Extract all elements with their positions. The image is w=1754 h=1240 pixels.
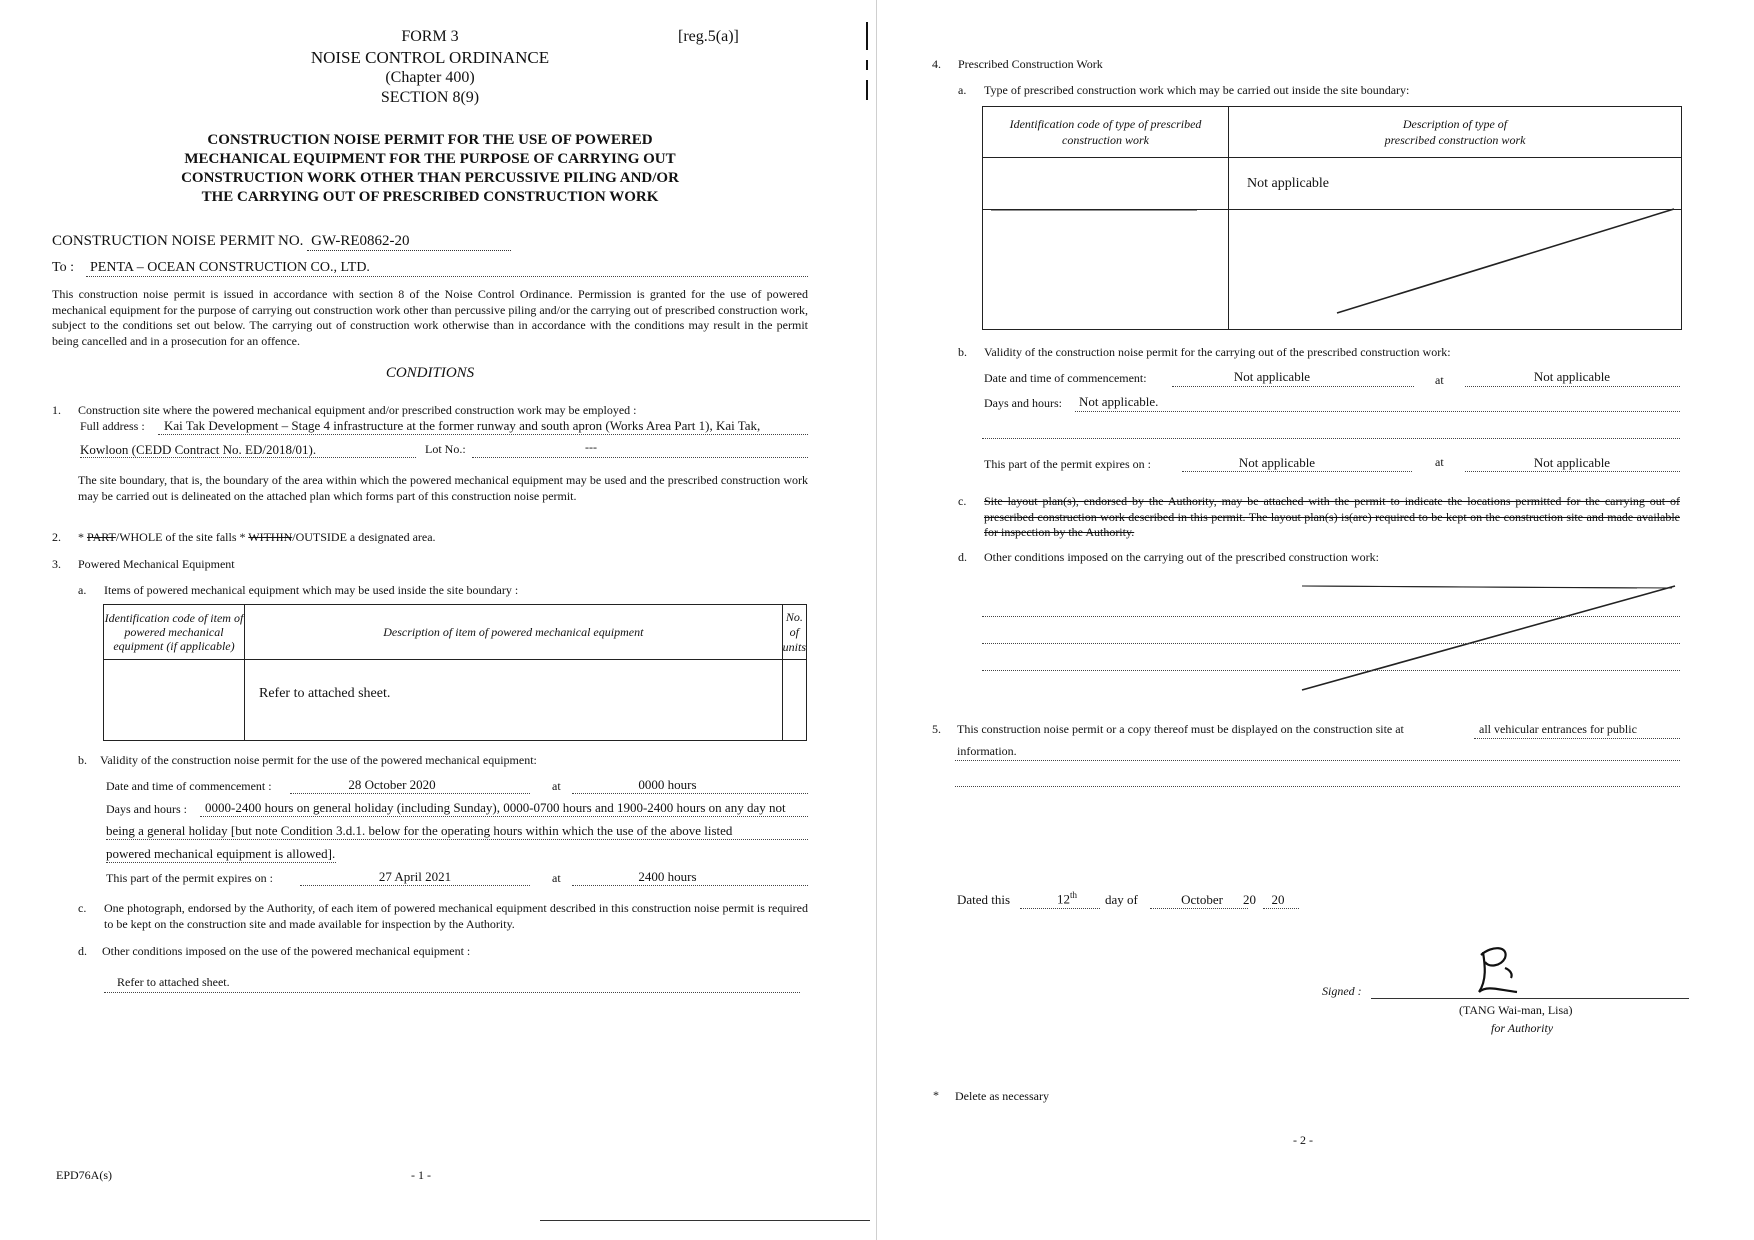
pme-commencement-time: 0000 hours (638, 777, 697, 792)
delete-note: Delete as necessary (955, 1089, 1049, 1103)
pcw-days-value: Not applicable. (1079, 394, 1159, 409)
pcw-commencement-time: Not applicable (1533, 369, 1611, 384)
permit-number-label: CONSTRUCTION NOISE PERMIT NO. (52, 233, 304, 249)
full-address-line-1: Kai Tak Development – Stage 4 infrastructure at the former runway and south apron (Works Area Part 1), Kai Tak, (164, 418, 761, 433)
addressee: PENTA – OCEAN CONSTRUCTION CO., LTD. (90, 260, 370, 275)
dated-year-suffix: 20 (1271, 892, 1285, 907)
chapter: (Chapter 400) (385, 69, 475, 86)
intro-paragraph: This construction noise permit is issued in accordance with section 8 of the Noise Control Ordinance. Permission is granted for the use of powered mechanical equipment for the purpose of carrying out construction work other than percussive piling and/or the carrying out of prescribed construction work, subject to the conditions set out below. The carrying out of construction work otherwise than in accordance with the conditions may result in the permit being cancelled and in a prosecution for an offence. (52, 287, 808, 348)
regulation-ref: [reg.5(a)] (678, 28, 739, 45)
pcw-expiry-date: Not applicable (1238, 455, 1316, 470)
site-boundary-text: The site boundary, that is, the boundary of the area within which the powered mechanical equipment may be used and the prescribed construction work may be carried out is delineated on the attached plan which forms part of this construction noise permit. (78, 473, 808, 503)
condition-3b-text: Validity of the construction noise permit for the use of the powered mechanical equipment: (100, 753, 537, 767)
pme-commencement-label: Date and time of commencement : (106, 779, 272, 793)
condition-3a-letter: a. (78, 583, 87, 597)
pme-days-line-1: 0000-2400 hours on general holiday (including Sunday), 0000-0700 hours and 1900-2400 hours on any day not (205, 800, 786, 815)
condition-3b-letter: b. (78, 753, 87, 767)
condition-4b-letter: b. (958, 345, 967, 359)
form-code: EPD76A(s) (56, 1168, 112, 1182)
pme-header-units: No. of units (782, 605, 806, 660)
pme-days-line-3: powered mechanical equipment is allowed]. (106, 846, 336, 861)
condition-3a-text: Items of powered mechanical equipment which may be used inside the site boundary : (104, 583, 519, 597)
conditions-heading: CONDITIONS (385, 365, 475, 381)
pme-commencement-date: 28 October 2020 (348, 777, 436, 792)
page-number-2: - 2 - (1293, 1133, 1313, 1147)
pme-expiry-at-label: at (552, 871, 561, 885)
delete-asterisk: * (933, 1088, 939, 1102)
pme-expiry-date: 27 April 2021 (378, 869, 452, 884)
full-address-label: Full address : (80, 419, 145, 433)
condition-4-title: Prescribed Construction Work (958, 57, 1103, 71)
pme-cell-units (782, 660, 806, 741)
day-of-label: day of (1105, 892, 1138, 907)
full-address-line-2: Kowloon (CEDD Contract No. ED/2018/01). (80, 442, 317, 457)
pme-header-code: Identification code of item of powered mechanical equipment (if applicable) (104, 605, 245, 660)
pme-expiry-label: This part of the permit expires on : (106, 871, 273, 885)
condition-4-number: 4. (932, 57, 941, 71)
title-line: MECHANICAL EQUIPMENT FOR THE PURPOSE OF CARRYING OUT (184, 151, 676, 167)
condition-5-text: This construction noise permit or a copy thereof must be displayed on the construction site at (957, 722, 1404, 736)
condition-3c-text: One photograph, endorsed by the Authority, of each item of powered mechanical equipment described in this construction noise permit is required to be kept on the construction site and made available for inspection by the Authority. (104, 901, 808, 931)
pme-header-description: Description of item of powered mechanical equipment (244, 605, 782, 660)
struck-within: WITHIN (248, 530, 293, 544)
condition-5-value-2: information. (957, 744, 1017, 758)
section: SECTION 8(9) (380, 89, 480, 106)
dated-month: October (1181, 892, 1223, 907)
condition-2-end: /OUTSIDE a designated area. (292, 530, 436, 544)
signature-mark (1479, 948, 1517, 992)
condition-4c-letter: c. (958, 494, 967, 508)
pme-cell-description: Refer to attached sheet. (244, 660, 782, 741)
pcw-commencement-label: Date and time of commencement: (984, 371, 1147, 385)
dated-day-suffix: th (1069, 890, 1077, 900)
permit-title (60, 131, 800, 207)
dated-day-number: 12 (1056, 891, 1070, 907)
struck-part: PART (87, 530, 116, 544)
condition-3d-value: Refer to attached sheet. (117, 975, 230, 989)
signer-name: (TANG Wai-man, Lisa) (1459, 1003, 1573, 1017)
pcw-header-code: Identification code of type of prescribed construction work (983, 107, 1229, 158)
lot-number-label: Lot No.: (425, 442, 466, 456)
page-number-1: - 1 - (411, 1168, 431, 1182)
condition-4a-letter: a. (958, 83, 967, 97)
title-line: THE CARRYING OUT OF PRESCRIBED CONSTRUCTION WORK (201, 189, 659, 205)
condition-1-text: Construction site where the powered mechanical equipment and/or prescribed construction work may be employed : (78, 403, 637, 417)
condition-4d-letter: d. (958, 550, 967, 564)
dated-label: Dated this (957, 892, 1011, 907)
pme-at-label: at (552, 779, 561, 793)
condition-5-value-1: all vehicular entrances for public (1479, 722, 1637, 736)
title-line: CONSTRUCTION WORK OTHER THAN PERCUSSIVE PILING AND/OR (181, 170, 679, 186)
pcw-cell-description: Not applicable (1229, 158, 1682, 210)
pcw-header-description: Description of type of prescribed construction work (1229, 107, 1682, 158)
condition-4b-text: Validity of the construction noise permit for the carrying out of the prescribed construction work: (984, 345, 1451, 359)
condition-4c-text: Site layout plan(s), endorsed by the Authority, may be attached with the permit to indicate the locations permitted for the carrying out of prescribed construction work described in this permit. The layout plan(s) is(are) required to be kept on the construction site and made available for inspection by the Authority. (984, 494, 1680, 539)
condition-3c-letter: c. (78, 901, 87, 915)
pcw-expiry-label: This part of the permit expires on : (984, 457, 1151, 471)
dated-day (1027, 890, 1107, 907)
title-line: CONSTRUCTION NOISE PERMIT FOR THE USE OF POWERED (207, 132, 653, 148)
condition-3d-text: Other conditions imposed on the use of the powered mechanical equipment : (102, 944, 471, 958)
dated-year-prefix: 20 (1243, 892, 1256, 907)
pme-expiry-time: 2400 hours (638, 869, 697, 884)
condition-3d-letter: d. (78, 944, 87, 958)
to-label: To : (52, 260, 74, 275)
condition-1-number: 1. (52, 403, 61, 417)
condition-2-number: 2. (52, 530, 61, 544)
pcw-commencement-date: Not applicable (1233, 369, 1311, 384)
for-authority: for Authority (1491, 1021, 1554, 1035)
pme-days-label: Days and hours : (106, 802, 187, 816)
pcw-days-label: Days and hours: (984, 396, 1062, 410)
condition-2-middle: /WHOLE of the site falls * (115, 530, 249, 544)
signed-label: Signed : (1322, 984, 1362, 998)
pcw-expiry-time: Not applicable (1533, 455, 1611, 470)
condition-4d-text: Other conditions imposed on the carrying out of the prescribed construction work: (984, 550, 1379, 564)
ordinance-name: NOISE CONTROL ORDINANCE (310, 48, 550, 67)
form-number: FORM 3 (401, 28, 459, 45)
page-2 (877, 0, 1754, 1240)
condition-5-number: 5. (932, 722, 941, 736)
permit-number: GW-RE0862-20 (307, 233, 511, 251)
lot-number: --- (585, 440, 597, 454)
strike-lines (877, 0, 1754, 1240)
condition-3-number: 3. (52, 557, 61, 571)
condition-2-text (78, 530, 436, 545)
condition-3-title: Powered Mechanical Equipment (78, 557, 235, 571)
pcw-expiry-at-label: at (1435, 455, 1444, 469)
pcw-at-label: at (1435, 373, 1444, 387)
pme-cell-code (104, 660, 245, 741)
asterisk: * (78, 530, 87, 544)
permit-number-row (52, 233, 511, 251)
pme-days-line-2: being a general holiday [but note Condition 3.d.1. below for the operating hours within which the use of the above listed (106, 823, 733, 838)
pme-table (103, 604, 807, 741)
condition-4a-text: Type of prescribed construction work which may be carried out inside the site boundary: (984, 83, 1410, 97)
